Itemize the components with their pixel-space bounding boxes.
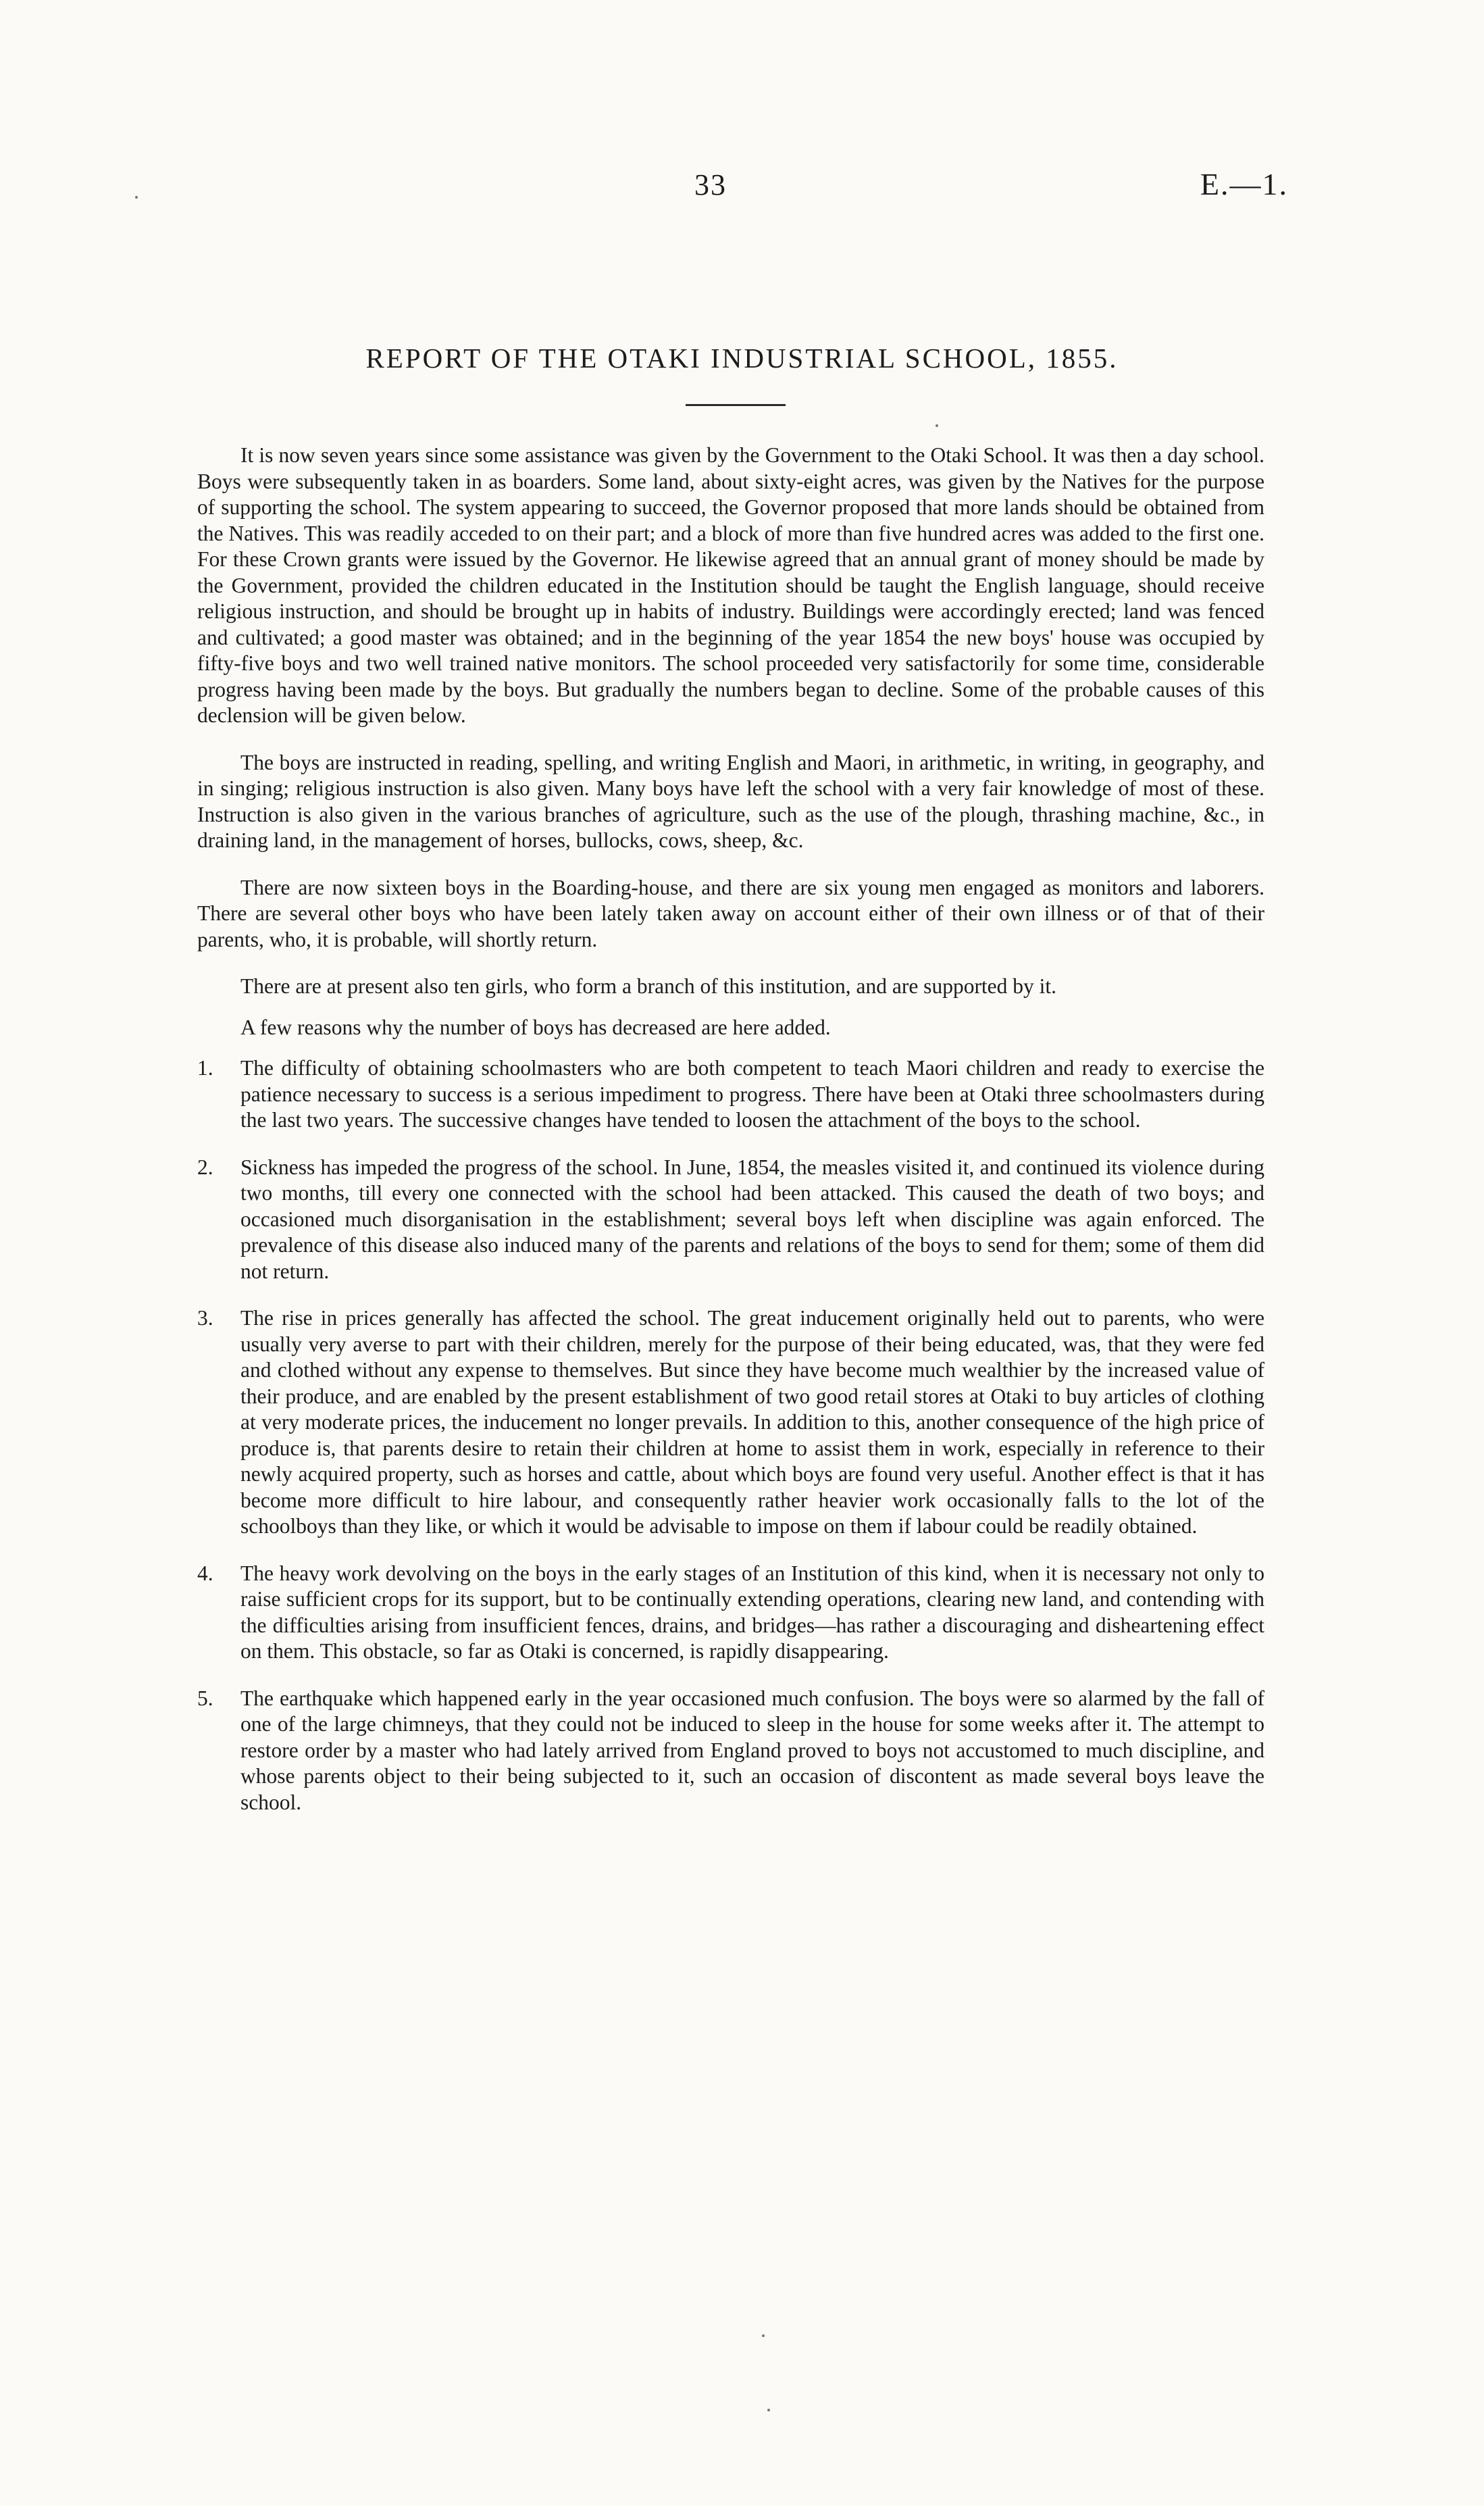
paragraph-history: It is now seven years since some assistance was given by the Government to the Otaki School. It was then a day school. Boys were subsequently taken in as boarders. Some land, about sixty-eight acres, was given by the Natives for the purpose of supporting the school. The system appearing to succeed, the Governor proposed that more lands should be obtained from the Natives. This was readily acceded to on their part; and a block of more than five hundred acres was added to the first one. For these Crown grants were issued by the Governor. He likewise agreed that an annual grant of money should be made by the Government, provided the children educated in the Institution should be taught the English language, should receive religious instruction, and should be brought up in habits of industry. Buildings were accordingly erected; land was fenced and cultivated; a good master was obtained; and in the beginning of the year 1854 the new boys' house was occupied by fifty-five boys and two well trained native monitors. The school proceeded very satisfactorily for some time, considerable progress having been made by the boys. But gradually the numbers began to decline. Some of the probable causes of this declension will be given below. bbox=[197, 443, 1264, 727]
title-rule bbox=[686, 404, 786, 406]
report-title: REPORT OF THE OTAKI INDUSTRIAL SCHOOL, 1855. bbox=[365, 343, 1119, 374]
reason-item-4 bbox=[197, 1561, 1264, 1665]
reason-number: 4. bbox=[197, 1561, 213, 1585]
document-code: E.—1. bbox=[1200, 167, 1288, 201]
reason-item-2 bbox=[197, 1155, 1264, 1285]
paragraph-boarders: There are now sixteen boys in the Boarding-house, and there are six young men engaged as monitors and laborers. There are several other boys who have been lately taken away on account either of their own illness or of that of their parents, who, it is probable, will shortly return. bbox=[197, 875, 1264, 951]
reason-item-1 bbox=[197, 1055, 1264, 1134]
reason-item-3 bbox=[197, 1305, 1264, 1540]
page-number: 33 bbox=[694, 168, 727, 201]
reason-number: 3. bbox=[197, 1306, 213, 1330]
reason-text: The earthquake which happened early in the year occasioned much confusion. The boys were so alarmed by the fall of one of the large chimneys, that they could not be induced to sleep in the house for some weeks after it. The attempt to restore order by a master who had lately arrived from England proved to boys not accustomed to much discipline, and whose parents object to their being subjected to it, such an occasion of discontent as made several boys leave the school. bbox=[240, 1686, 1264, 1814]
reason-item-5 bbox=[197, 1686, 1264, 1816]
paragraph-reasons-intro: A few reasons why the number of boys has decreased are here added. bbox=[240, 1015, 831, 1039]
paper-speck bbox=[135, 196, 138, 199]
report-body bbox=[197, 443, 1264, 1836]
reason-text: The heavy work devolving on the boys in the early stages of an Institution of this kind, when it is necessary not only to raise sufficient crops for its support, but to be continually extending operations, clearing new land, and contending with the difficulties arising from insufficient fences, drains, and bridges—has rather a discouraging and disheartening effect on them. This obstacle, so far as Otaki is concerned, is rapidly disappearing. bbox=[240, 1561, 1264, 1663]
reason-text: The rise in prices generally has affected the school. The great inducement originally held out to parents, who were usually very averse to part with their children, merely for the purpose of their being educated, was, that they were fed and clothed without any expense to themselves. But since they have become much wealthier by the increased value of their produce, and are enabled by the present establishment of two good retail stores at Otaki to buy articles of clothing at very moderate prices, the inducement no longer prevails. In addition to this, another consequence of the high price of produce is, that parents desire to retain their children at home to assist them in work, especially in reference to their newly acquired property, such as horses and cattle, about which boys are found very useful. Another effect is that it has become more difficult to hire labour, and consequently rather heavier work occasionally falls to the lot of the schoolboys than they like, or which it would be advisable to impose on them if labour could be readily obtained. bbox=[240, 1306, 1264, 1538]
paper-speck bbox=[762, 2334, 765, 2337]
reason-number: 5. bbox=[197, 1686, 213, 1710]
paper-speck bbox=[936, 424, 938, 427]
paragraph-instruction: The boys are instructed in reading, spelling, and writing English and Maori, in arithmetic, in writing, in geography, and in singing; religious instruction is also given. Many boys have left the school with a very fair knowledge of most of these. Instruction is also given in the various branches of agriculture, such as the use of the plough, thrashing machine, &c., in draining land, in the management of horses, bullocks, cows, sheep, &c. bbox=[197, 750, 1264, 852]
reasons-list bbox=[197, 1055, 1264, 1815]
reason-number: 1. bbox=[197, 1056, 213, 1080]
reason-text: The difficulty of obtaining schoolmasters who are both competent to teach Maori children and ready to exercise the patience necessary to success is a serious impediment to progress. There have been at Otaki three schoolmasters during the last two years. The successive changes have tended to loosen the attachment of the boys to the school. bbox=[240, 1056, 1264, 1132]
reason-text: Sickness has impeded the progress of the school. In June, 1854, the measles visited it, and continued its violence during two months, till every one connected with the school had been attacked. This caused the death of two boys; and occasioned much disorganisation in the establishment; several boys left when discipline was again enforced. The prevalence of this disease also induced many of the parents and relations of the boys to send for them; some of them did not return. bbox=[240, 1155, 1264, 1283]
reason-number: 2. bbox=[197, 1155, 213, 1179]
paragraph-girls: There are at present also ten girls, who form a branch of this institution, and are supported by it. bbox=[240, 974, 1057, 998]
paper-speck bbox=[767, 2409, 770, 2411]
